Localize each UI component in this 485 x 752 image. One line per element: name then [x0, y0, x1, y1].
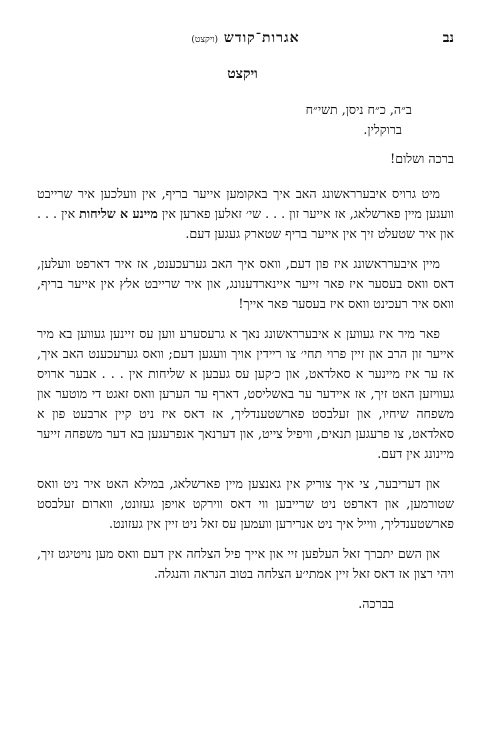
- paragraph-3: פאר מיר איז געווען א איבערראשונג נאך א גרעסערע ווען עס זיינען געווען בא מיר אייער זון הרב און זיין פרוי תחי׳ צו ריידין אויך וועגען דעם; וואס גערעכענט האב איך, אז ער איז מיינער א סאלדאט, און כ׳קען עס געבען א שליחות אין . . . אבער ארויס געוויזען האט זיך, אז איידער ער באשליסט, דארף ער הערען וואס זאגט די מוטער און משפחה שיחיו, און זעלבסט פארשטענדליך, אז דאס איז ניט קיין ארבעט פון א סאלדאט, צו פרעגען תנאים, וויפיל צייט, און דערנאך אנפרעגען בא דער משפחה זייער מיינונג אין דעם.: [37, 326, 454, 461]
- letter-number: ויקצט: [227, 66, 258, 82]
- paragraph-5: און השם יתברך זאל העלפען זיי און אייך פיל הצלחה אין דעם וואס מען נויטיגט זיך, ויהי רצון אז דאס זאל זיין אמתי׳ע הצלחה בטוב הנראה והנגלה.: [37, 546, 454, 581]
- place-line: ברוקלין.: [363, 122, 402, 137]
- paragraph-1-end: אין . . . און איר שטעלט זיך אין אייער בריף שטארק געגען דעם.: [37, 206, 454, 241]
- letter-body: [37, 100, 454, 614]
- greeting: ברכה ושלום!: [390, 151, 454, 166]
- book-title: [37, 30, 454, 47]
- book-subtitle: (ויקצט): [191, 35, 219, 45]
- paragraph-1-start: מיט גרויס איבערראשונג האב איך באקומען אייער בריף, אין וועלכען איר שרייבט וועגען מיין פארשלאג, אז אייער זון . . . שי׳ זאלען פארען אין: [37, 186, 454, 221]
- book-title-text: אגרות־קודש: [223, 30, 300, 46]
- paragraph-1: [37, 184, 454, 244]
- closing: בברכה.: [358, 596, 394, 611]
- paragraph-2: מיין איבערראשונג איז פון דעם, וואס איך האב גערעכענט, אז איר דארפט וועלען, דאס וואס בעסער איז פאר זייער איינארדענונג, און איר שרייבט אלץ אין אייער בריף, וואס איר רעכינט וואס איז בעסער פאר אייך!: [37, 256, 454, 311]
- date-line: ב״ה, כ״ח ניסן, תשי״ח: [305, 102, 412, 117]
- running-head: [37, 30, 454, 50]
- paragraph-4: און דעריבער, צי איך צוריק אין גאנצען מיין פארשלאג, במילא האט איר ניט וואס שטורמען, און דארפט ניט שרייבען ווי דאס ווירקט אויפן געזונט, ווארום זעלבסט פארשטענדליך, ווייל איך ניט אנרירען וועמען עס זאל ניט זיין אין געזונט.: [37, 476, 454, 531]
- page-number: נב: [442, 30, 454, 46]
- paragraph-1-bold: מיינע א שליחות: [79, 206, 158, 221]
